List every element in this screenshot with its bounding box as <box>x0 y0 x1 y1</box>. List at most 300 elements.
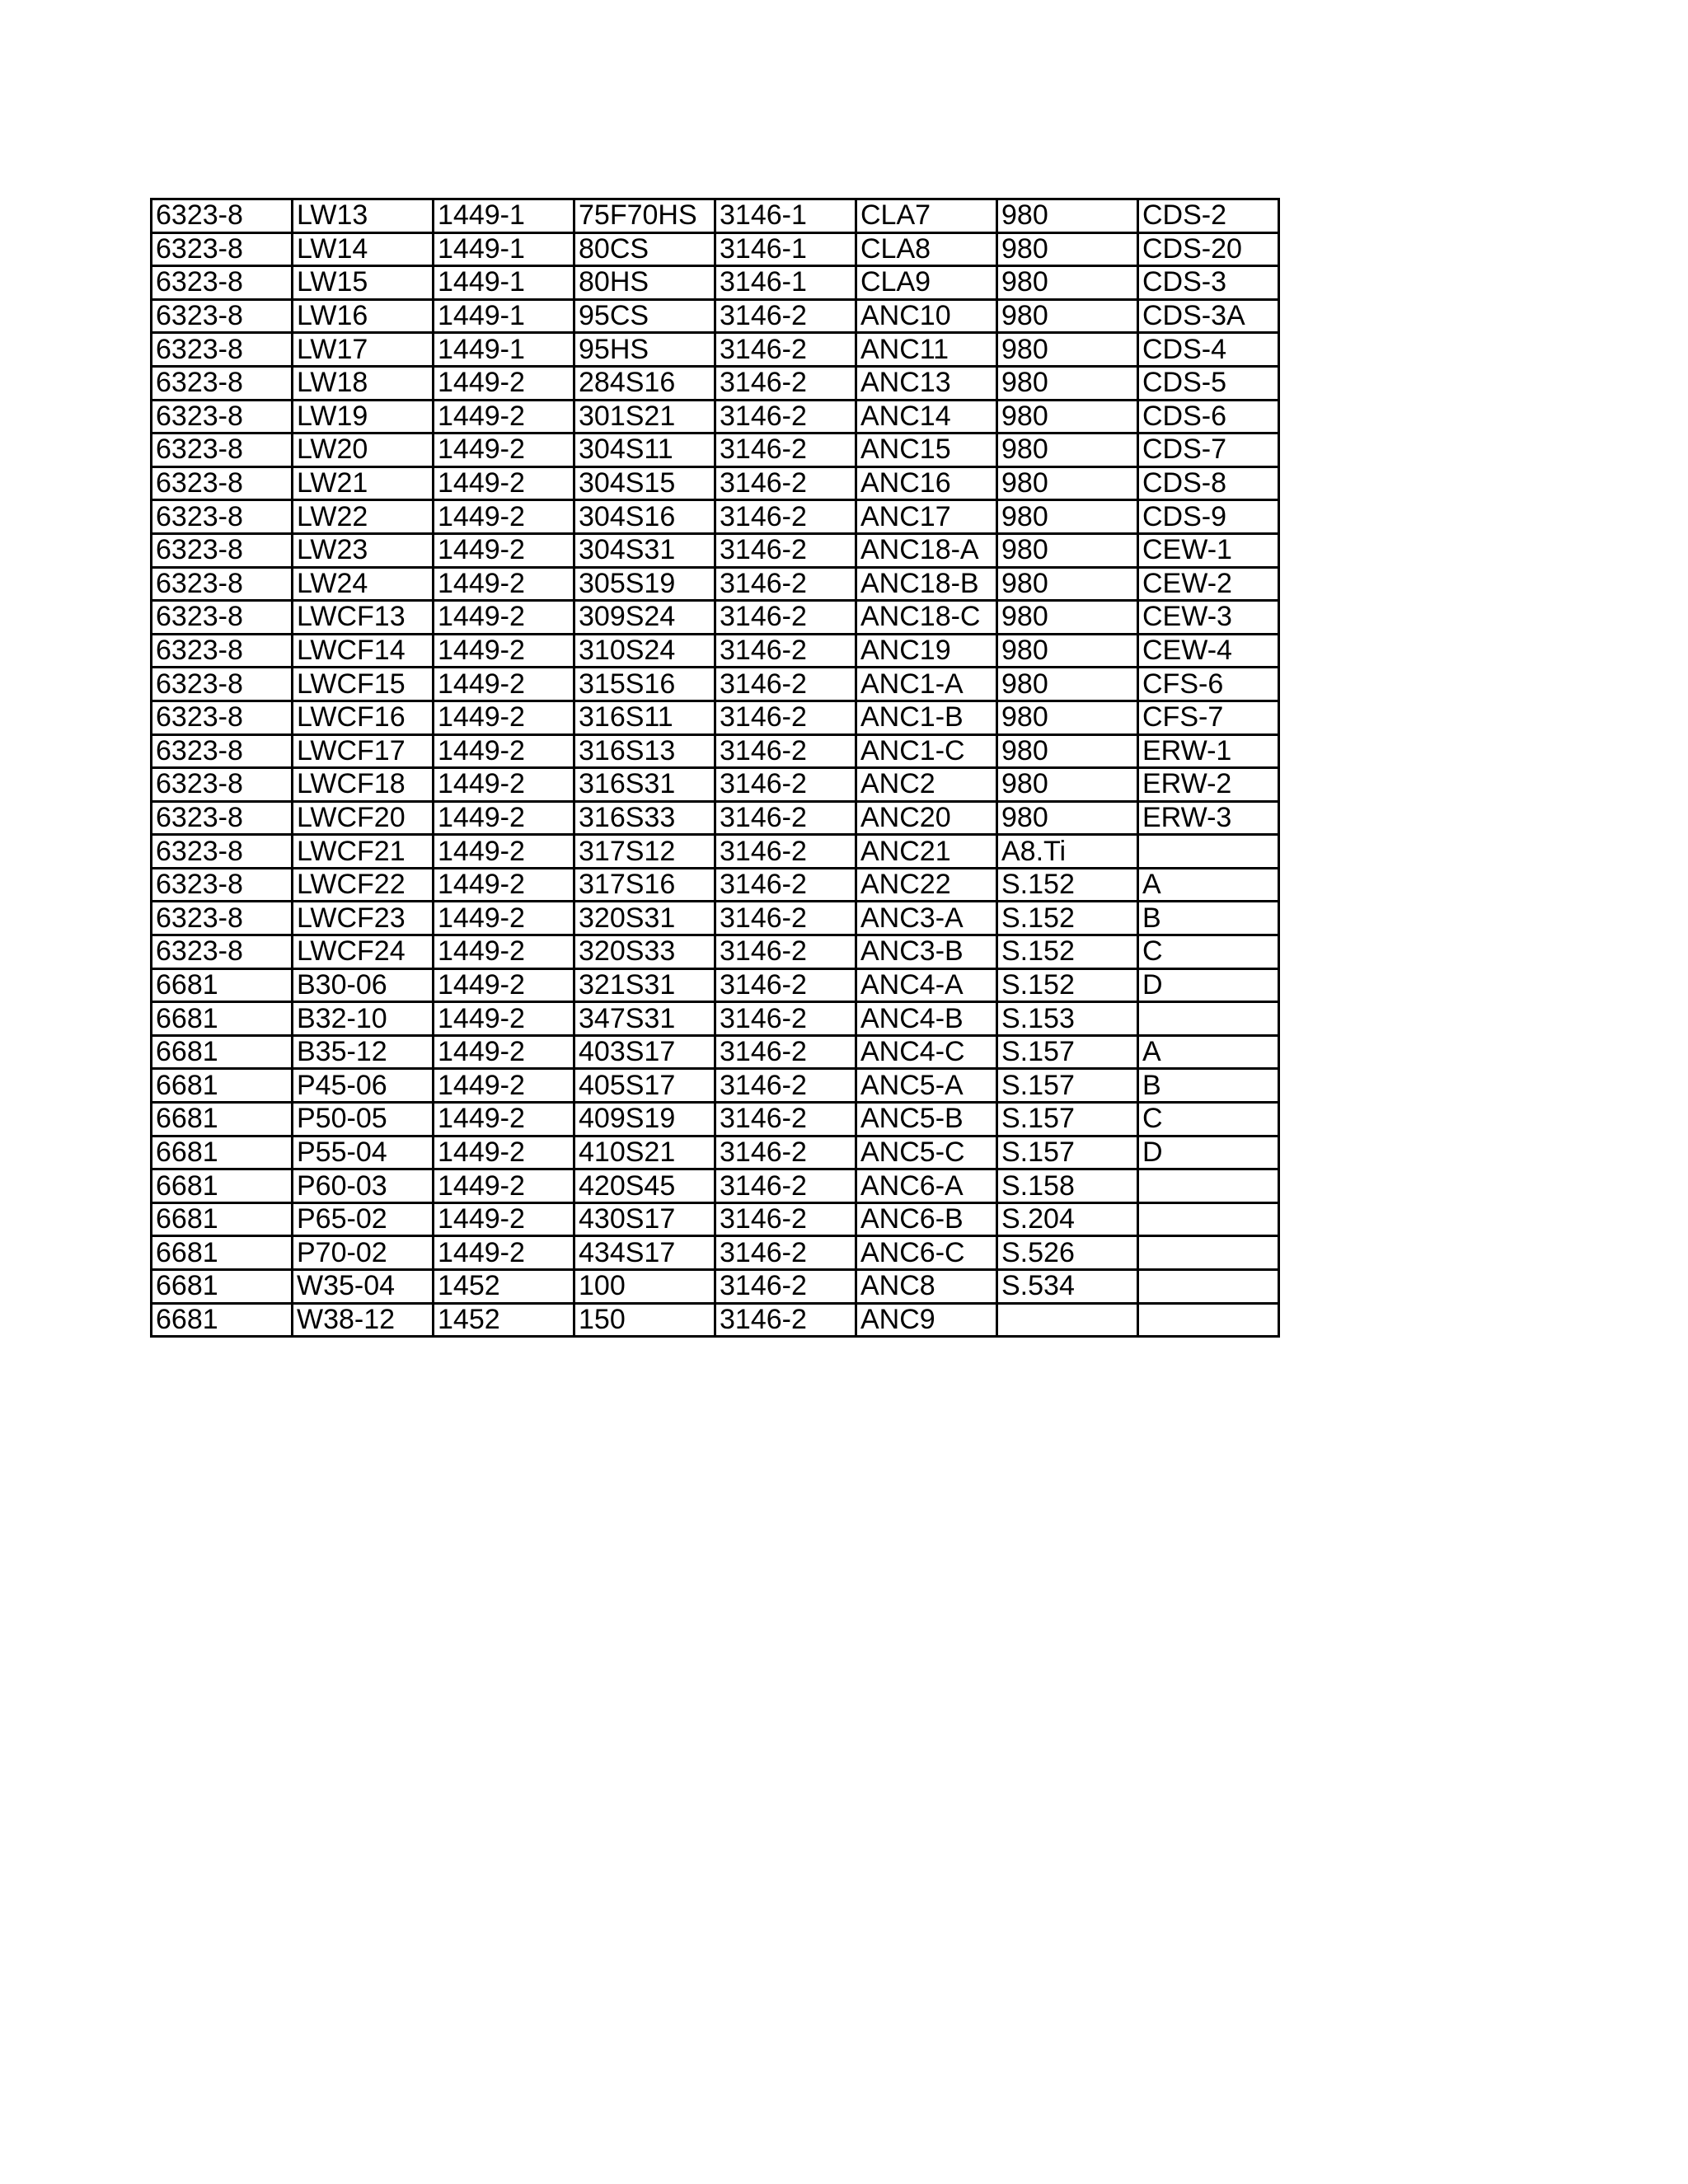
table-cell <box>1138 835 1279 869</box>
table-cell: C <box>1138 1103 1279 1137</box>
table-cell: 6323-8 <box>152 434 293 467</box>
table-cell: P55-04 <box>293 1136 434 1169</box>
table-cell: 409S19 <box>574 1103 715 1137</box>
table-cell: 1449-1 <box>434 333 574 367</box>
table-cell: 3146-2 <box>715 1136 856 1169</box>
table-cell: 6323-8 <box>152 400 293 434</box>
table-cell: 3146-2 <box>715 1303 856 1337</box>
table-row <box>152 1103 1279 1137</box>
table-cell: 3146-2 <box>715 668 856 701</box>
table-cell: 403S17 <box>574 1035 715 1069</box>
table-cell: CDS-20 <box>1138 232 1279 266</box>
table-cell: 1449-1 <box>434 299 574 333</box>
table-cell: ANC8 <box>856 1270 997 1304</box>
table-cell: B35-12 <box>293 1035 434 1069</box>
table-cell: 6681 <box>152 1002 293 1036</box>
table-cell: P60-03 <box>293 1169 434 1203</box>
table-cell: 6323-8 <box>152 533 293 567</box>
table-row <box>152 500 1279 534</box>
table-cell: C <box>1138 935 1279 969</box>
table-cell: 316S33 <box>574 801 715 835</box>
table-cell: 3146-1 <box>715 266 856 300</box>
table-cell <box>1138 1002 1279 1036</box>
table-cell: 3146-2 <box>715 1103 856 1137</box>
table-row <box>152 968 1279 1002</box>
table-cell: A <box>1138 868 1279 902</box>
table-row <box>152 232 1279 266</box>
table-cell: CFS-6 <box>1138 668 1279 701</box>
table-cell: 80CS <box>574 232 715 266</box>
table-cell: 1449-2 <box>434 366 574 400</box>
table-cell: 980 <box>997 199 1138 233</box>
table-cell: ERW-3 <box>1138 801 1279 835</box>
table-cell: B30-06 <box>293 968 434 1002</box>
table-cell: 3146-2 <box>715 835 856 869</box>
table-cell: LW22 <box>293 500 434 534</box>
table-cell: 6323-8 <box>152 868 293 902</box>
table-cell: ANC13 <box>856 366 997 400</box>
table-cell <box>1138 1270 1279 1304</box>
table-cell: ANC5-A <box>856 1069 997 1103</box>
table-cell: CDS-7 <box>1138 434 1279 467</box>
table-cell: 316S11 <box>574 701 715 734</box>
table-cell: ANC19 <box>856 634 997 668</box>
table-cell: 309S24 <box>574 601 715 635</box>
table-cell: 320S33 <box>574 935 715 969</box>
table-cell: 1449-2 <box>434 701 574 734</box>
table-cell: S.157 <box>997 1136 1138 1169</box>
table-cell: 1449-2 <box>434 1002 574 1036</box>
table-cell: ANC11 <box>856 333 997 367</box>
table-cell: 347S31 <box>574 1002 715 1036</box>
table-row <box>152 266 1279 300</box>
table-cell: ANC14 <box>856 400 997 434</box>
table-row <box>152 1236 1279 1270</box>
table-cell: 80HS <box>574 266 715 300</box>
table-cell: 317S16 <box>574 868 715 902</box>
table-cell: 3146-2 <box>715 567 856 601</box>
table-cell: 1452 <box>434 1303 574 1337</box>
table-cell: 1452 <box>434 1270 574 1304</box>
table-cell: 3146-2 <box>715 601 856 635</box>
table-cell: LWCF24 <box>293 935 434 969</box>
table-cell: 304S11 <box>574 434 715 467</box>
table-row <box>152 935 1279 969</box>
table-cell: LWCF20 <box>293 801 434 835</box>
table-cell: 3146-2 <box>715 734 856 768</box>
table-cell: 410S21 <box>574 1136 715 1169</box>
table-row <box>152 634 1279 668</box>
table-cell: A8.Ti <box>997 835 1138 869</box>
table-cell: S.204 <box>997 1202 1138 1236</box>
table-row <box>152 466 1279 500</box>
table-cell: 6323-8 <box>152 299 293 333</box>
table-cell: 980 <box>997 601 1138 635</box>
table-cell: 6323-8 <box>152 701 293 734</box>
table-cell: 980 <box>997 734 1138 768</box>
table-cell: 980 <box>997 266 1138 300</box>
table-cell: ANC20 <box>856 801 997 835</box>
table-cell: 6323-8 <box>152 634 293 668</box>
table-cell: 980 <box>997 500 1138 534</box>
table-cell: 1449-2 <box>434 1236 574 1270</box>
table-row <box>152 199 1279 233</box>
table-cell: ANC4-A <box>856 968 997 1002</box>
table-cell: ANC15 <box>856 434 997 467</box>
table-cell: ANC18-B <box>856 567 997 601</box>
table-cell: LW19 <box>293 400 434 434</box>
table-cell: 1449-2 <box>434 1202 574 1236</box>
table-cell: P70-02 <box>293 1236 434 1270</box>
table-cell: LWCF17 <box>293 734 434 768</box>
table-cell: 3146-2 <box>715 333 856 367</box>
table-cell: 3146-2 <box>715 400 856 434</box>
table-row <box>152 835 1279 869</box>
table-row <box>152 1169 1279 1203</box>
table-cell: 305S19 <box>574 567 715 601</box>
table-cell: S.157 <box>997 1069 1138 1103</box>
table-cell: ANC4-B <box>856 1002 997 1036</box>
table-cell: 1449-2 <box>434 1069 574 1103</box>
table-cell: 315S16 <box>574 668 715 701</box>
table-row <box>152 366 1279 400</box>
table-cell: 980 <box>997 801 1138 835</box>
table-cell: 980 <box>997 299 1138 333</box>
table-cell: ANC21 <box>856 835 997 869</box>
table-cell: LW16 <box>293 299 434 333</box>
table-cell: 1449-2 <box>434 868 574 902</box>
table-cell: CLA9 <box>856 266 997 300</box>
spreadsheet-table <box>150 198 1280 1338</box>
table-cell: CEW-1 <box>1138 533 1279 567</box>
table-cell: 6323-8 <box>152 466 293 500</box>
table-cell: LWCF15 <box>293 668 434 701</box>
table-cell: 6681 <box>152 1035 293 1069</box>
table-cell: CDS-5 <box>1138 366 1279 400</box>
table-cell: 1449-2 <box>434 835 574 869</box>
table-cell: 3146-2 <box>715 868 856 902</box>
table-cell: 1449-2 <box>434 500 574 534</box>
table-cell: S.152 <box>997 868 1138 902</box>
table-cell: LWCF18 <box>293 768 434 802</box>
table-cell: A <box>1138 1035 1279 1069</box>
table-cell: 1449-2 <box>434 968 574 1002</box>
table-cell: 1449-2 <box>434 533 574 567</box>
table-cell: 6681 <box>152 1136 293 1169</box>
table-cell: 1449-2 <box>434 1136 574 1169</box>
table-cell: 6323-8 <box>152 232 293 266</box>
table-cell: 1449-2 <box>434 768 574 802</box>
table-cell: 3146-2 <box>715 1002 856 1036</box>
table-cell: 6323-8 <box>152 835 293 869</box>
table-cell: ANC18-A <box>856 533 997 567</box>
table-cell: 3146-2 <box>715 434 856 467</box>
table-cell: 3146-2 <box>715 768 856 802</box>
table-cell: ANC6-B <box>856 1202 997 1236</box>
table-cell: 320S31 <box>574 902 715 935</box>
table-cell <box>1138 1202 1279 1236</box>
table-cell: CDS-3A <box>1138 299 1279 333</box>
table-cell: 980 <box>997 668 1138 701</box>
table-cell: ANC1-C <box>856 734 997 768</box>
table-cell: 6323-8 <box>152 668 293 701</box>
table-cell: ANC1-A <box>856 668 997 701</box>
table-cell: CDS-6 <box>1138 400 1279 434</box>
table-cell: 6323-8 <box>152 902 293 935</box>
table-cell: B32-10 <box>293 1002 434 1036</box>
table-cell: CDS-9 <box>1138 500 1279 534</box>
table-cell: 3146-2 <box>715 701 856 734</box>
table-cell: 980 <box>997 366 1138 400</box>
table-cell: LWCF23 <box>293 902 434 935</box>
table-cell: LW15 <box>293 266 434 300</box>
table-cell: 6681 <box>152 968 293 1002</box>
table-cell: 317S12 <box>574 835 715 869</box>
table-cell: CFS-7 <box>1138 701 1279 734</box>
table-cell: 6323-8 <box>152 768 293 802</box>
table-cell: ERW-2 <box>1138 768 1279 802</box>
table-cell: 304S16 <box>574 500 715 534</box>
table-cell: S.158 <box>997 1169 1138 1203</box>
table-cell: 3146-2 <box>715 1069 856 1103</box>
table-cell: ANC6-C <box>856 1236 997 1270</box>
table-cell: 1449-2 <box>434 400 574 434</box>
table-row <box>152 801 1279 835</box>
table-cell: 6323-8 <box>152 734 293 768</box>
table-cell: 95HS <box>574 333 715 367</box>
table-row <box>152 1002 1279 1036</box>
table-row <box>152 1035 1279 1069</box>
table-cell: 980 <box>997 634 1138 668</box>
table-cell: LW23 <box>293 533 434 567</box>
table-cell: 304S31 <box>574 533 715 567</box>
table-cell: 284S16 <box>574 366 715 400</box>
table-cell: B <box>1138 1069 1279 1103</box>
table-cell: 3146-2 <box>715 366 856 400</box>
table-cell: 1449-2 <box>434 902 574 935</box>
table-cell: W38-12 <box>293 1303 434 1337</box>
table-cell: CEW-2 <box>1138 567 1279 601</box>
table-cell: 1449-2 <box>434 734 574 768</box>
table-cell: ERW-1 <box>1138 734 1279 768</box>
table-cell: 405S17 <box>574 1069 715 1103</box>
table-cell: 3146-2 <box>715 1035 856 1069</box>
table-cell: S.157 <box>997 1103 1138 1137</box>
table-cell: 980 <box>997 701 1138 734</box>
table-cell: CDS-3 <box>1138 266 1279 300</box>
table-cell: 6681 <box>152 1270 293 1304</box>
table-cell <box>1138 1236 1279 1270</box>
table-body <box>152 199 1279 1337</box>
table-cell: 980 <box>997 434 1138 467</box>
table-cell: ANC16 <box>856 466 997 500</box>
table-cell: 3146-2 <box>715 466 856 500</box>
table-cell <box>1138 1169 1279 1203</box>
table-cell: 75F70HS <box>574 199 715 233</box>
table-cell: S.152 <box>997 968 1138 1002</box>
table-cell: ANC10 <box>856 299 997 333</box>
table-cell: 3146-2 <box>715 1270 856 1304</box>
table-row <box>152 333 1279 367</box>
table-cell: 6681 <box>152 1303 293 1337</box>
table-cell: W35-04 <box>293 1270 434 1304</box>
table-cell: 3146-2 <box>715 1236 856 1270</box>
table-row <box>152 1069 1279 1103</box>
table-row <box>152 902 1279 935</box>
table-cell: S.152 <box>997 935 1138 969</box>
table-cell: 1449-1 <box>434 199 574 233</box>
table-cell: 3146-2 <box>715 902 856 935</box>
table-cell: 1449-2 <box>434 801 574 835</box>
table-cell: ANC2 <box>856 768 997 802</box>
table-cell: 6323-8 <box>152 500 293 534</box>
table-cell: LWCF13 <box>293 601 434 635</box>
table-cell: 6323-8 <box>152 935 293 969</box>
table-cell: 1449-1 <box>434 232 574 266</box>
table-cell <box>1138 1303 1279 1337</box>
table-cell: ANC17 <box>856 500 997 534</box>
table-cell: 3146-2 <box>715 801 856 835</box>
table-cell: 6681 <box>152 1169 293 1203</box>
table-cell: ANC6-A <box>856 1169 997 1203</box>
table-cell: LW20 <box>293 434 434 467</box>
table-cell: 1449-2 <box>434 935 574 969</box>
table-row <box>152 668 1279 701</box>
table-cell: B <box>1138 902 1279 935</box>
table-cell: CLA7 <box>856 199 997 233</box>
table-cell: 1449-2 <box>434 1035 574 1069</box>
table-cell: 430S17 <box>574 1202 715 1236</box>
table-cell: 6681 <box>152 1069 293 1103</box>
table-row <box>152 734 1279 768</box>
table-cell: CEW-4 <box>1138 634 1279 668</box>
table-cell: CDS-4 <box>1138 333 1279 367</box>
table-cell: 6323-8 <box>152 601 293 635</box>
table-cell: CEW-3 <box>1138 601 1279 635</box>
table-cell: 3146-1 <box>715 232 856 266</box>
table-row <box>152 601 1279 635</box>
table-cell: ANC18-C <box>856 601 997 635</box>
table-cell: 3146-2 <box>715 1202 856 1236</box>
table-cell: 3146-2 <box>715 533 856 567</box>
table-cell: 980 <box>997 400 1138 434</box>
table-row <box>152 567 1279 601</box>
table-cell: 3146-2 <box>715 500 856 534</box>
table-cell: 980 <box>997 333 1138 367</box>
table-cell <box>997 1303 1138 1337</box>
table-cell: 1449-2 <box>434 1103 574 1137</box>
table-cell: ANC5-B <box>856 1103 997 1137</box>
table-cell: 316S31 <box>574 768 715 802</box>
table-cell: P65-02 <box>293 1202 434 1236</box>
table-cell: 6323-8 <box>152 333 293 367</box>
table-cell: ANC4-C <box>856 1035 997 1069</box>
table-cell: 316S13 <box>574 734 715 768</box>
table-cell: 1449-2 <box>434 668 574 701</box>
table-cell: 3146-2 <box>715 634 856 668</box>
table-cell: LWCF16 <box>293 701 434 734</box>
table-cell: LW14 <box>293 232 434 266</box>
table-cell: ANC3-A <box>856 902 997 935</box>
table-cell: 980 <box>997 466 1138 500</box>
table-cell: 100 <box>574 1270 715 1304</box>
table-cell: 420S45 <box>574 1169 715 1203</box>
table-cell: LWCF21 <box>293 835 434 869</box>
table-cell: LW21 <box>293 466 434 500</box>
table-cell: 3146-2 <box>715 299 856 333</box>
table-cell: 150 <box>574 1303 715 1337</box>
table-cell: S.534 <box>997 1270 1138 1304</box>
table-row <box>152 701 1279 734</box>
table-cell: 301S21 <box>574 400 715 434</box>
table-row <box>152 299 1279 333</box>
table-cell: P45-06 <box>293 1069 434 1103</box>
table-cell: CDS-8 <box>1138 466 1279 500</box>
table-row <box>152 533 1279 567</box>
table-cell: 434S17 <box>574 1236 715 1270</box>
table-row <box>152 1270 1279 1304</box>
table-cell: LW18 <box>293 366 434 400</box>
table-cell: 95CS <box>574 299 715 333</box>
table-cell: 310S24 <box>574 634 715 668</box>
table-row <box>152 768 1279 802</box>
table-row <box>152 868 1279 902</box>
table-cell: 980 <box>997 768 1138 802</box>
table-cell: 6681 <box>152 1103 293 1137</box>
table-row <box>152 1136 1279 1169</box>
table-cell: ANC22 <box>856 868 997 902</box>
table-cell: 980 <box>997 533 1138 567</box>
table-cell: LW24 <box>293 567 434 601</box>
table-cell: ANC3-B <box>856 935 997 969</box>
table-cell: ANC1-B <box>856 701 997 734</box>
table-cell: 1449-2 <box>434 601 574 635</box>
table-cell: S.153 <box>997 1002 1138 1036</box>
table-cell: 1449-2 <box>434 434 574 467</box>
table-cell: LW17 <box>293 333 434 367</box>
table-cell: 6323-8 <box>152 366 293 400</box>
table-cell: LWCF14 <box>293 634 434 668</box>
table-cell: 6681 <box>152 1236 293 1270</box>
table-cell: 321S31 <box>574 968 715 1002</box>
table-cell: 6323-8 <box>152 567 293 601</box>
table-cell: P50-05 <box>293 1103 434 1137</box>
table-cell: 980 <box>997 232 1138 266</box>
table-row <box>152 1303 1279 1337</box>
table-cell: 6323-8 <box>152 199 293 233</box>
table-cell: 6323-8 <box>152 801 293 835</box>
table-cell: 3146-2 <box>715 968 856 1002</box>
table-cell: ANC5-C <box>856 1136 997 1169</box>
table-cell: LWCF22 <box>293 868 434 902</box>
table-cell: CLA8 <box>856 232 997 266</box>
table-cell: S.152 <box>997 902 1138 935</box>
table-cell: 980 <box>997 567 1138 601</box>
table-cell: LW13 <box>293 199 434 233</box>
table-cell: 1449-2 <box>434 567 574 601</box>
table-cell: D <box>1138 968 1279 1002</box>
table-cell: 3146-2 <box>715 935 856 969</box>
table-cell: 6681 <box>152 1202 293 1236</box>
table-cell: 1449-1 <box>434 266 574 300</box>
table-cell: 304S15 <box>574 466 715 500</box>
table-cell: 1449-2 <box>434 1169 574 1203</box>
table-cell: S.157 <box>997 1035 1138 1069</box>
table-cell: 3146-2 <box>715 1169 856 1203</box>
table-cell: ANC9 <box>856 1303 997 1337</box>
table-cell: 1449-2 <box>434 466 574 500</box>
table-cell: 1449-2 <box>434 634 574 668</box>
